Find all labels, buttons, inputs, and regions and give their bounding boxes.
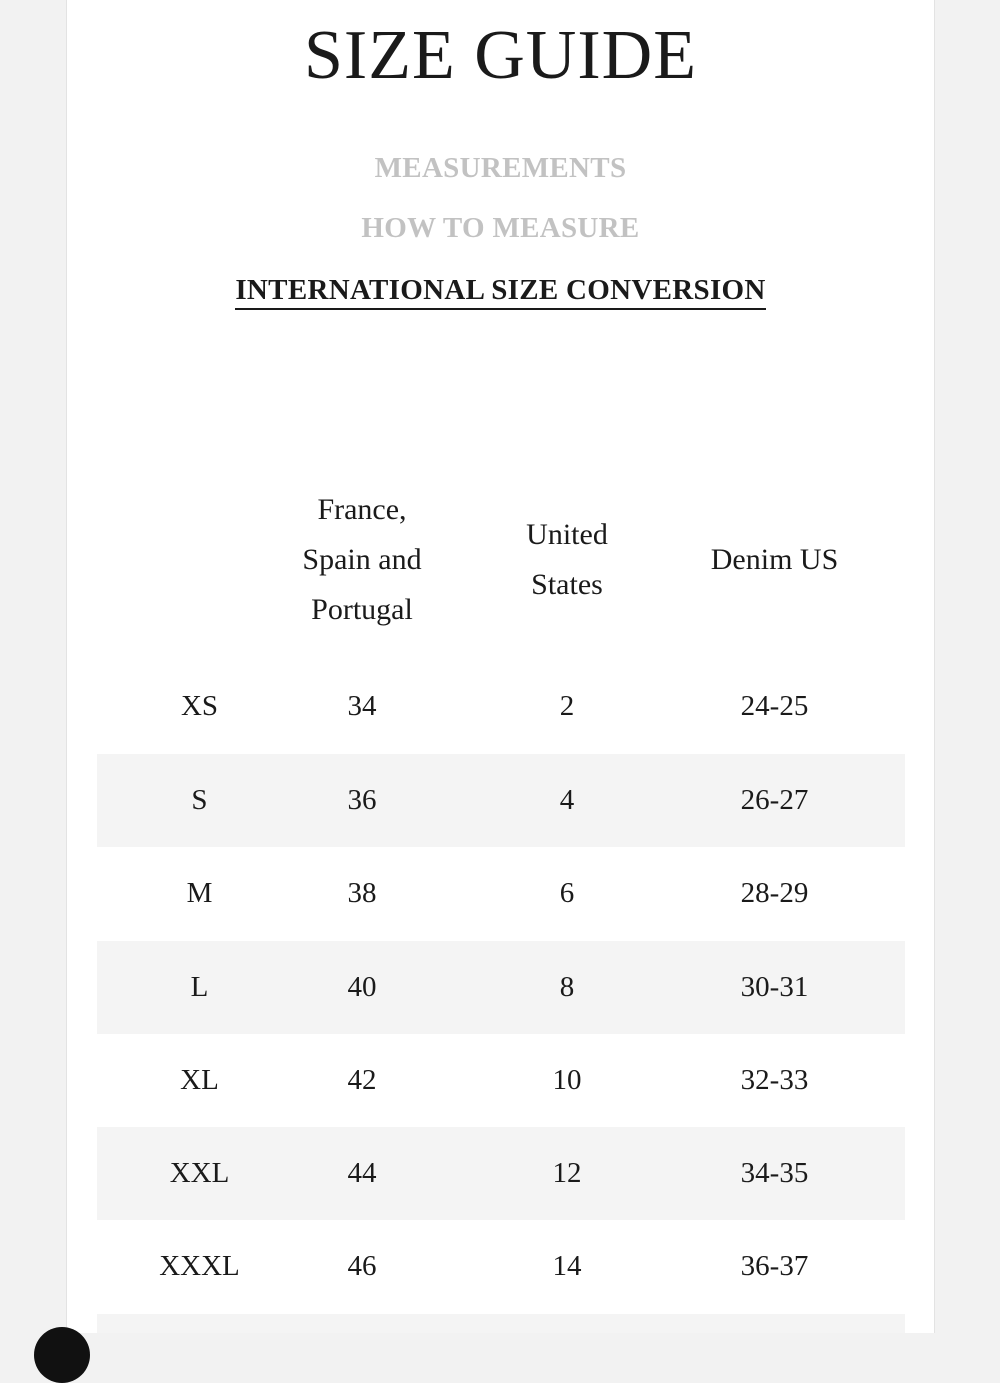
cell-france: 42 [347,1064,377,1096]
header-us-line-2: States [531,568,603,601]
header-france-line-2: Spain and [302,543,422,576]
cell-france: 46 [347,1250,377,1282]
cell-size: XS [180,690,219,722]
cell-france: 38 [347,877,377,909]
cell-france: 36 [347,784,377,816]
tab-how-to-measure[interactable] [67,212,934,245]
size-guide-panel [66,0,935,1333]
table-row-partial [97,1314,905,1333]
tab-how-to-measure-label: HOW TO MEASURE [361,212,640,244]
header-us-line-1: United [526,518,608,551]
cell-us: 14 [552,1250,582,1282]
cell-denim: 32-33 [740,1064,809,1096]
cell-us: 6 [559,877,575,909]
tab-measurements[interactable] [67,152,934,185]
chat-launcher-icon[interactable] [34,1327,90,1383]
table-row [97,754,905,847]
cell-france: 34 [347,690,377,722]
table-row [97,660,905,753]
cell-size: M [186,877,213,909]
cell-us: 2 [559,690,575,722]
table-row [97,1220,905,1313]
cell-denim: 28-29 [740,877,809,909]
cell-france: 40 [347,971,377,1003]
cell-denim: 36-37 [740,1250,809,1282]
header-denim-us: Denim US [710,543,839,576]
cell-denim: 26-27 [740,784,809,816]
table-row [97,847,905,940]
cell-size: XXL [169,1157,230,1189]
cell-size: S [191,784,208,816]
tab-measurements-label: MEASUREMENTS [374,152,627,184]
table-row [97,941,905,1034]
tab-international-size-conversion[interactable] [67,274,934,310]
cell-denim: 34-35 [740,1157,809,1189]
cell-france: 44 [347,1157,377,1189]
cell-us: 10 [552,1064,582,1096]
cell-denim: 24-25 [740,690,809,722]
header-france-line-3: Portugal [311,593,413,626]
cell-us: 4 [559,784,575,816]
cell-us: 12 [552,1157,582,1189]
page-title: SIZE GUIDE [304,17,697,94]
cell-size: XL [180,1064,219,1096]
tab-international-size-conversion-label: INTERNATIONAL SIZE CONVERSION [235,274,765,310]
table-row [97,1127,905,1220]
cell-us: 8 [559,971,575,1003]
cell-size: XXXL [159,1250,240,1282]
cell-size: L [190,971,209,1003]
table-row [97,1034,905,1127]
cell-denim: 30-31 [740,971,809,1003]
header-france-line-1: France, [317,493,407,526]
